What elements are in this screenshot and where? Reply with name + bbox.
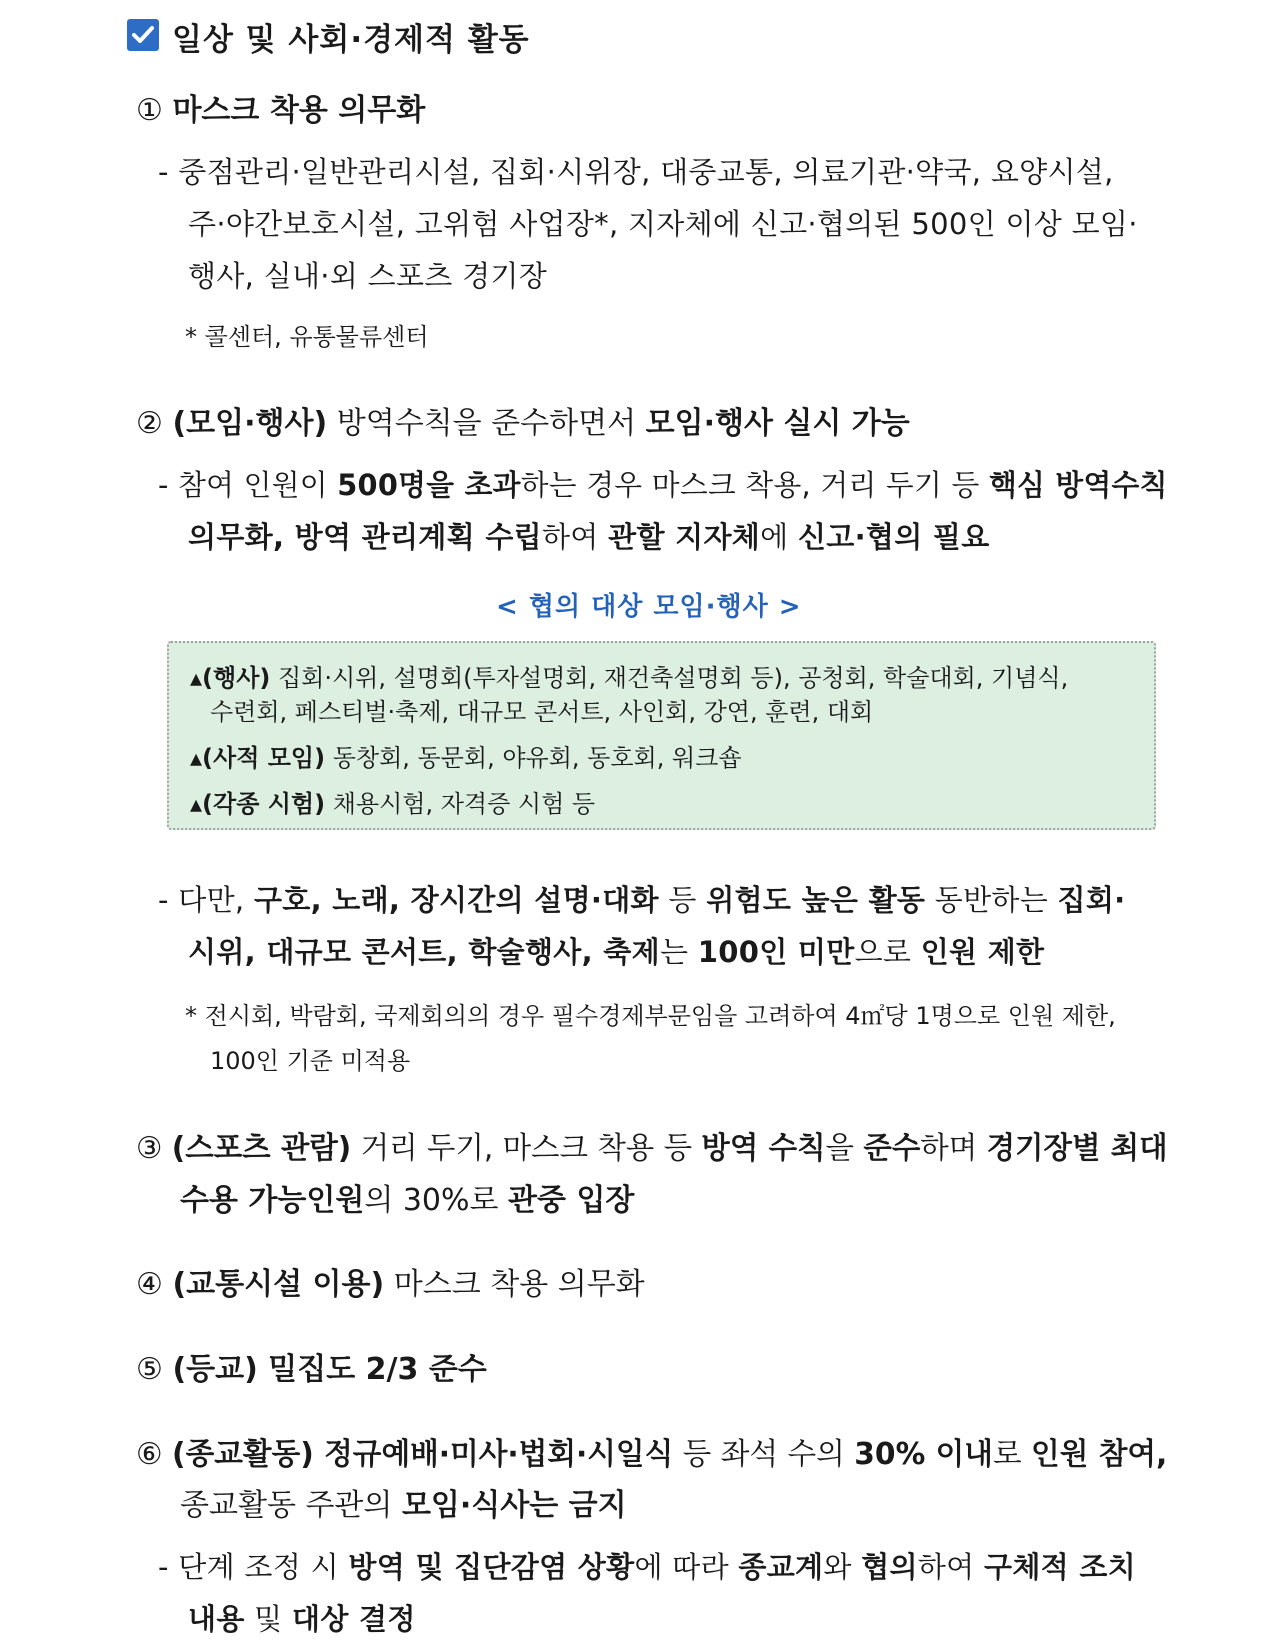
text: 에 — [760, 520, 798, 554]
text: - 단계 조정 시 — [158, 1550, 349, 1584]
text: 종교활동 주관의 — [180, 1488, 402, 1523]
emphasis: 관중 입장 — [508, 1183, 635, 1218]
text: 하여 — [541, 520, 609, 554]
text: 에 따라 — [634, 1550, 739, 1584]
text: 등 좌석 수의 — [673, 1437, 855, 1472]
text: - 참여 인원이 — [158, 468, 338, 502]
emphasis: 500명을 초과 — [337, 468, 521, 502]
text: 로 — [992, 1437, 1032, 1472]
emphasis: 방역 및 집단감염 상황 — [348, 1550, 635, 1584]
item-2-line-1 — [158, 463, 1168, 504]
item-4-number: ④ — [136, 1267, 163, 1302]
emphasis: 수용 가능인원 — [180, 1183, 365, 1218]
item-5-heading — [136, 1344, 487, 1388]
item-2-number: ② — [136, 406, 163, 441]
emphasis: 구호, 노래, 장시간의 설명·대화 — [253, 883, 659, 917]
item-2-note-1: * 전시회, 박람회, 국제회의의 경우 필수경제부문임을 고려하여 4㎡당 1명으로 인원 제한, — [185, 1002, 1116, 1030]
box-row-2 — [190, 738, 742, 773]
emphasis: (교통시설 이용) — [172, 1267, 385, 1302]
box-row-3 — [190, 784, 595, 819]
box-label: ▴(각종 시험) — [190, 790, 326, 818]
text: 와 — [823, 1550, 862, 1584]
emphasis: 의무화, 방역 관리계획 수립 — [188, 520, 542, 554]
item-3-line-2 — [180, 1175, 634, 1219]
item-3-line-1 — [136, 1123, 1168, 1167]
item-2-line-3 — [158, 878, 1125, 919]
emphasis: 핵심 방역수칙 — [988, 468, 1168, 502]
item-6-line-3 — [158, 1545, 1136, 1586]
text: 등 — [658, 883, 707, 917]
text: - 다만, — [158, 883, 254, 917]
emphasis: 내용 — [188, 1602, 245, 1636]
emphasis: 인원 참여, — [1031, 1437, 1168, 1472]
emphasis: (스포츠 관람) — [171, 1131, 352, 1166]
checkbox-icon — [127, 19, 159, 51]
item-6-line-2 — [180, 1480, 627, 1524]
emphasis: 협의 — [861, 1550, 918, 1584]
item-1-heading — [136, 85, 425, 129]
box-text: 채용시험, 자격증 시험 등 — [325, 790, 596, 818]
text: 으로 — [854, 935, 921, 969]
text: 및 — [244, 1602, 292, 1636]
item-5-number: ⑤ — [136, 1352, 163, 1387]
text: 마스크 착용 의무화 — [384, 1267, 645, 1302]
emphasis: 인원 제한 — [920, 935, 1045, 969]
item-2-title: (모임·행사) — [172, 406, 328, 441]
item-6-line-4 — [188, 1597, 416, 1638]
item-1-note: * 콜센터, 유통물류센터 — [185, 323, 429, 351]
item-2-line-2 — [188, 515, 990, 556]
section-title: 일상 및 사회·경제적 활동 — [172, 22, 530, 58]
text: 하며 — [920, 1131, 987, 1166]
box-row-1 — [190, 658, 1068, 693]
emphasis: 구체적 조치 — [984, 1550, 1136, 1584]
emphasis: (등교) 밀집도 2/3 준수 — [172, 1352, 487, 1387]
item-1-line-2: 주·야간보호시설, 고위험 사업장*, 지자체에 신고·협의된 500인 이상 모임· — [188, 207, 1138, 241]
item-2-heading — [136, 398, 910, 442]
emphasis: 경기장별 최대 — [986, 1131, 1168, 1166]
item-2-note-2: 100인 기준 미적용 — [210, 1047, 411, 1075]
emphasis: 방역 수칙 — [701, 1131, 826, 1166]
box-text: 동창회, 동문회, 야유회, 동호회, 워크숍 — [325, 744, 742, 772]
item-1-title: 마스크 착용 의무화 — [172, 93, 426, 128]
text: 의 30%로 — [364, 1183, 509, 1218]
item-3-number: ③ — [136, 1131, 163, 1166]
emphasis: 시위, 대규모 콘서트, 학술행사, 축제 — [188, 935, 660, 969]
item-2-text: 방역수칙을 준수하면서 — [327, 406, 646, 441]
emphasis: 대상 결정 — [292, 1602, 416, 1636]
text: 거리 두기, 마스크 착용 등 — [351, 1131, 702, 1166]
emphasis: 모임·식사는 금지 — [401, 1488, 627, 1523]
box-title: < 협의 대상 모임·행사 > — [496, 592, 802, 622]
emphasis: (종교활동) 정규예배·미사·법회·시일식 — [172, 1437, 674, 1472]
item-1-line-1: - 중점관리·일반관리시설, 집회·시위장, 대중교통, 의료기관·약국, 요양시설, — [158, 155, 1114, 189]
item-2-emphasis: 모임·행사 실시 가능 — [645, 406, 910, 441]
item-1-number: ① — [136, 93, 163, 128]
text: 동반하는 — [925, 883, 1058, 917]
emphasis: 30% 이내 — [854, 1437, 993, 1472]
box-label: ▴(행사) — [190, 664, 271, 692]
emphasis: 관할 지자체 — [608, 520, 761, 554]
item-6-line-1 — [136, 1429, 1167, 1473]
text: 하는 경우 마스크 착용, 거리 두기 등 — [520, 468, 989, 502]
emphasis: 위험도 높은 활동 — [706, 883, 926, 917]
text: 을 — [825, 1131, 864, 1166]
emphasis: 준수 — [863, 1131, 921, 1166]
emphasis: 종교계 — [738, 1550, 824, 1584]
item-1-line-3: 행사, 실내·외 스포츠 경기장 — [188, 259, 548, 293]
text: 는 — [659, 935, 698, 969]
emphasis: 신고·협의 필요 — [797, 520, 990, 554]
text: 하여 — [917, 1550, 985, 1584]
emphasis: 100인 미만 — [697, 935, 855, 969]
item-6-number: ⑥ — [136, 1437, 163, 1472]
box-text: 집회·시위, 설명회(투자설명회, 재건축설명회 등), 공청회, 학술대회, 기념식, — [270, 664, 1069, 692]
emphasis: 집회· — [1057, 883, 1126, 917]
item-2-line-4 — [188, 930, 1044, 971]
box-label: ▴(사적 모임) — [190, 744, 326, 772]
box-row-1-cont: 수련회, 페스티벌·축제, 대규모 콘서트, 사인회, 강연, 훈련, 대회 — [210, 698, 874, 726]
item-4-heading — [136, 1259, 645, 1303]
